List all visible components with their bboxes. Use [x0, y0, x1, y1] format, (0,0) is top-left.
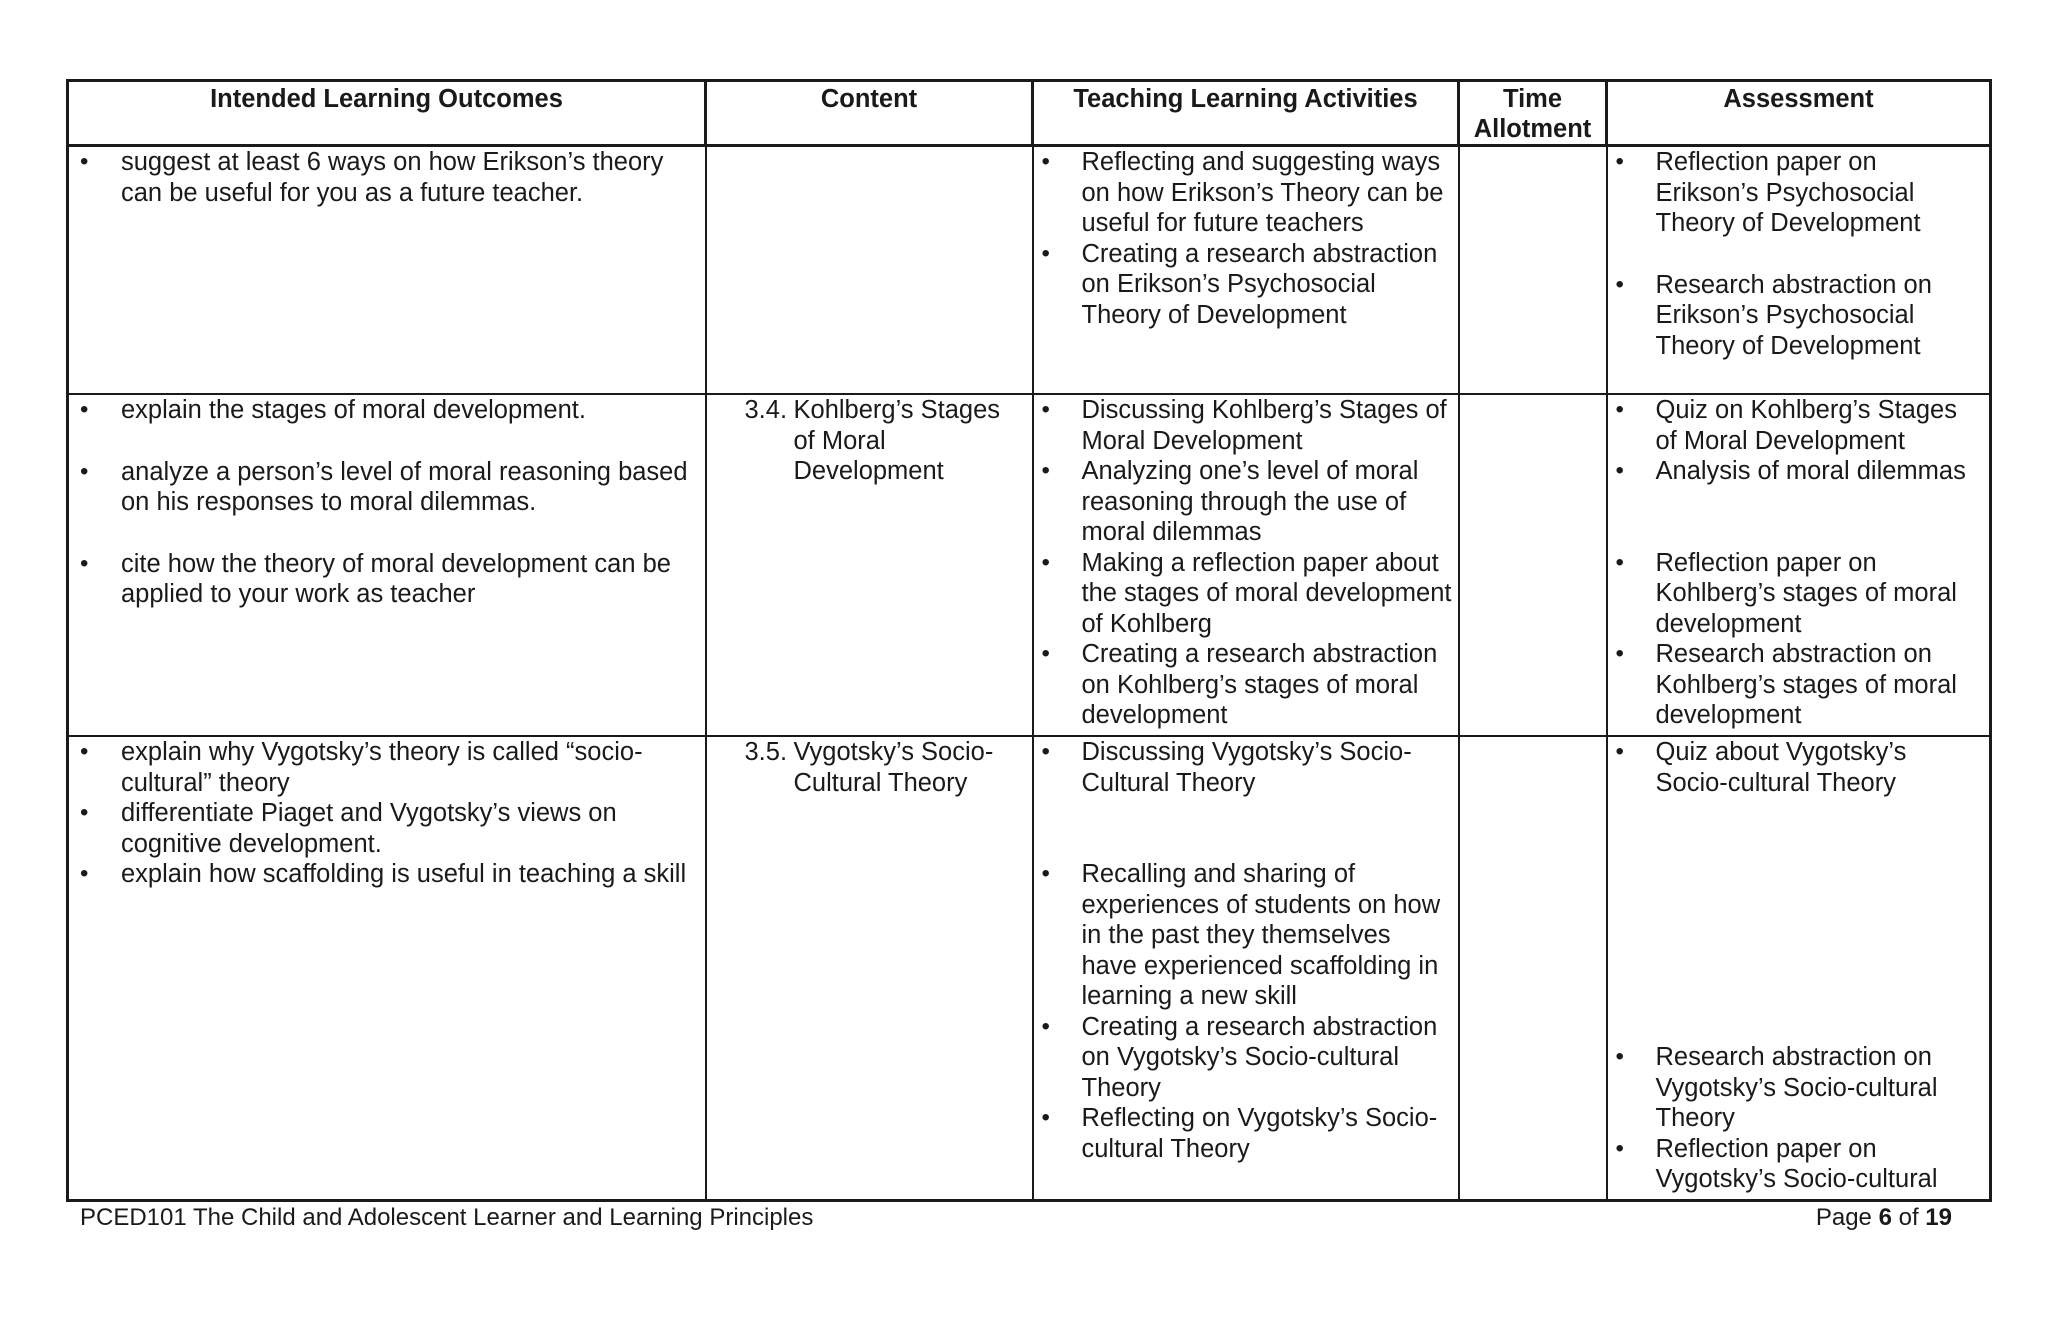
content-cell: [706, 394, 1033, 736]
assessment-item: • Quiz about Vygotsky’s Socio-cultural Theory: [1608, 737, 1990, 798]
time-allotment-cell: [1459, 146, 1607, 395]
content-title: Vygotsky’s Socio-Cultural Theory: [793, 738, 994, 797]
spacer: [1608, 798, 1990, 1042]
header-time-allotment: [1459, 81, 1607, 146]
content-item: [707, 395, 1032, 487]
assessment-cell: [1607, 394, 1991, 736]
outcome-item: • cite how the theory of moral development can be applied to your work as teacher: [69, 549, 705, 610]
table-row: [68, 736, 1991, 1201]
spacer: [1608, 487, 1990, 548]
activity-item: • Creating a research abstraction on Vygotsky’s Socio-cultural Theory: [1034, 1012, 1458, 1104]
assessment-item: • Reflection paper on Vygotsky’s Socio-cultural: [1608, 1134, 1990, 1195]
spacer: [69, 426, 705, 457]
activity-item: • Reflecting on Vygotsky’s Socio-cultural Theory: [1034, 1103, 1458, 1164]
header-outcomes: Intended Learning Outcomes: [68, 81, 706, 146]
table-row: [68, 394, 1991, 736]
outcome-item: • differentiate Piaget and Vygotsky’s views on cognitive development.: [69, 798, 705, 859]
assessment-cell: [1607, 736, 1991, 1201]
outcomes-cell: [68, 146, 706, 395]
page-total: 19: [1925, 1204, 1952, 1231]
time-allotment-cell: [1459, 736, 1607, 1201]
outcome-item: • explain the stages of moral development.: [69, 395, 705, 426]
assessment-item: • Reflection paper on Kohlberg’s stages of moral development: [1608, 548, 1990, 640]
activity-item: • Creating a research abstraction on Kohlberg’s stages of moral development: [1034, 639, 1458, 731]
header-row: [68, 81, 1991, 146]
table-row: [68, 146, 1991, 395]
assessment-item: • Analysis of moral dilemmas: [1608, 456, 1990, 487]
activity-item: • Discussing Kohlberg’s Stages of Moral Development: [1034, 395, 1458, 456]
activity-item: • Making a reflection paper about the stages of moral development of Kohlberg: [1034, 548, 1458, 640]
header-time-line1: Time: [1502, 85, 1563, 113]
activity-item: • Recalling and sharing of experiences of students on how in the past they themselves have experienced scaffolding in learning a new skill: [1034, 859, 1458, 1012]
content-cell: [706, 146, 1033, 395]
activity-item: • Reflecting and suggesting ways on how Erikson’s Theory can be useful for future teachers: [1034, 147, 1458, 239]
activity-item: • Analyzing one’s level of moral reasoning through the use of moral dilemmas: [1034, 456, 1458, 548]
content-number: 3.4.: [744, 396, 788, 424]
page-of: of: [1898, 1204, 1919, 1231]
content-item: [707, 737, 1032, 798]
page-current: 6: [1878, 1204, 1892, 1231]
outcomes-cell: [68, 394, 706, 736]
assessment-item: • Research abstraction on Kohlberg’s stages of moral development: [1608, 639, 1990, 731]
header-assessment: Assessment: [1607, 81, 1991, 146]
header-content: Content: [706, 81, 1033, 146]
outcome-item: • analyze a person’s level of moral reasoning based on his responses to moral dilemmas.: [69, 457, 705, 518]
outcome-item: • explain why Vygotsky’s theory is called “socio-cultural” theory: [69, 737, 705, 798]
time-allotment-cell: [1459, 394, 1607, 736]
assessment-item: • Research abstraction on Erikson’s Psychosocial Theory of Development: [1608, 270, 1990, 362]
header-activities: Teaching Learning Activities: [1033, 81, 1459, 146]
page-word: Page: [1815, 1204, 1872, 1231]
spacer: [69, 518, 705, 549]
activity-item: • Discussing Vygotsky’s Socio-Cultural Theory: [1034, 737, 1458, 798]
outcome-item: • suggest at least 6 ways on how Erikson’s theory can be useful for you as a future teacher.: [69, 147, 705, 208]
activity-item: • Creating a research abstraction on Erikson’s Psychosocial Theory of Development: [1034, 239, 1458, 331]
activities-cell: [1033, 736, 1459, 1201]
assessment-cell: [1607, 146, 1991, 395]
syllabus-table: [66, 79, 1992, 1202]
footer-page-number: [1816, 1203, 1952, 1233]
outcome-item: • explain how scaffolding is useful in teaching a skill: [69, 859, 705, 890]
assessment-item: • Research abstraction on Vygotsky’s Socio-cultural Theory: [1608, 1042, 1990, 1134]
content-cell: [706, 736, 1033, 1201]
footer-course-title: PCED101 The Child and Adolescent Learner and Learning Principles: [80, 1204, 814, 1231]
spacer: [1608, 239, 1990, 270]
spacer: [1034, 798, 1458, 859]
activities-cell: [1033, 146, 1459, 395]
assessment-item: • Reflection paper on Erikson’s Psychosocial Theory of Development: [1608, 147, 1990, 239]
activities-cell: [1033, 394, 1459, 736]
header-time-line2: Allotment: [1473, 115, 1592, 143]
content-title: Kohlberg’s Stages of Moral Development: [793, 396, 1001, 485]
outcomes-cell: [68, 736, 706, 1201]
assessment-item: • Quiz on Kohlberg’s Stages of Moral Development: [1608, 395, 1990, 456]
content-number: 3.5.: [744, 738, 788, 766]
